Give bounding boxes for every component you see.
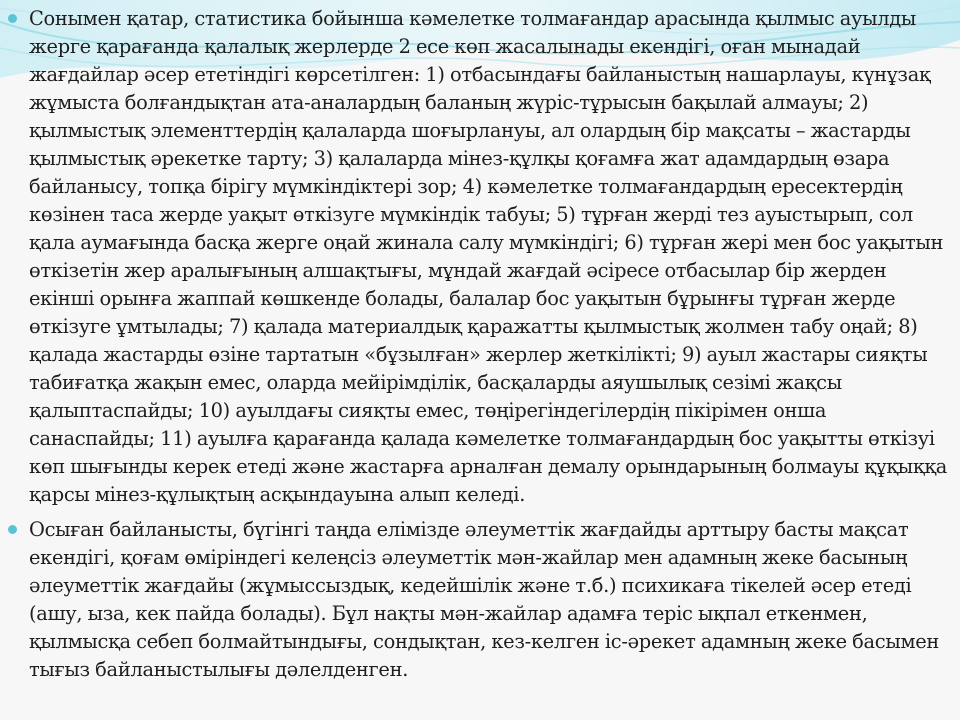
bullet-text-2: Осыған байланысты, бүгінгі таңда елімізде әлеуметтік жағдайды арттыру басты мақсат екендігі, қоғам өміріндегі келеңсіз әлеуметтік мән-жайлар мен адамның жеке басының әлеуметтік жағдайы (жұмыссыздық, кедейшілік және т.б.) психикаға тікелей әсер етеді (ашу, ыза, кек пайда болады). Бұл нақты мән-жайлар адамға теріс ықпал еткенмен, қылмысқа себеп болмайтындығы, сондықтан, кез-келген іс-әрекет адамның жеке басымен тығыз байланыстылығы дәлелденген. xyxy=(29,518,940,681)
slide-content xyxy=(6,5,952,684)
bullet-text-1: Сонымен қатар, статистика бойынша кәмелетке толмағандар арасында қылмыс ауылды жерге қарағанда қалалық жерлерде 2 есе көп жасалынады екендігі, оған мынадай жағдайлар әсер ететіндігі көрсетілген: 1) отбасындағы байланыстың нашарлауы, күнұзақ жұмыста болғандықтан ата-аналардың баланың жүріс-тұрысын бақылай алмауы; 2) қылмыстық элементтердің қалаларда шоғырлануы, ал олардың бір мақсаты – жастарды қылмыстық әрекетке тарту; 3) қалаларда мінез-құлқы қоғамға жат адамдардың өзара байланысу, топқа бірігу мүмкіндіктері зор; 4) кәмелетке толмағандардың ересектердің көзінен таса жерде уақыт өткізуге мүмкіндік табуы; 5) тұрған жерді тез ауыстырып, сол қала аумағында басқа жерге оңай жинала салу мүмкіндігі; 6) тұрған жері мен бос уақытын өткізетін жер аралығының алшақтығы, мұндай жағдай әсіресе отбасылар бір жерден екінші орынға жаппай көшкенде болады, балалар бос уақытын бұрынғы тұрған жерде өткізуге ұмтылады; 7) қалада материалдық қаражатты қылмыстық жолмен табу оңай; 8) қалада жастарды өзіне тартатын «бұзылған» жерлер жеткілікті; 9) ауыл жастары сияқты табиғатқа жақын емес, оларда мейірімділік, басқаларды аяушылық сезімі жақсы қалыптаспайды; 10) ауылдағы сияқты емес, төңірегіндегілердің пікірімен онша санаспайды; 11) ауылға қарағанда қалада кәмелетке толмағандардың бос уақытты өткізуі көп шығынды керек етеді және жастарға арналған демалу орындарының болмауы құқыққа қарсы мінез-құлықтың асқындауына алып келеді. xyxy=(29,7,948,506)
bullet-item-2 xyxy=(6,516,952,684)
bullet-item-1 xyxy=(6,5,952,509)
bullet-dot-icon xyxy=(8,525,17,534)
bullet-dot-icon xyxy=(8,14,17,23)
